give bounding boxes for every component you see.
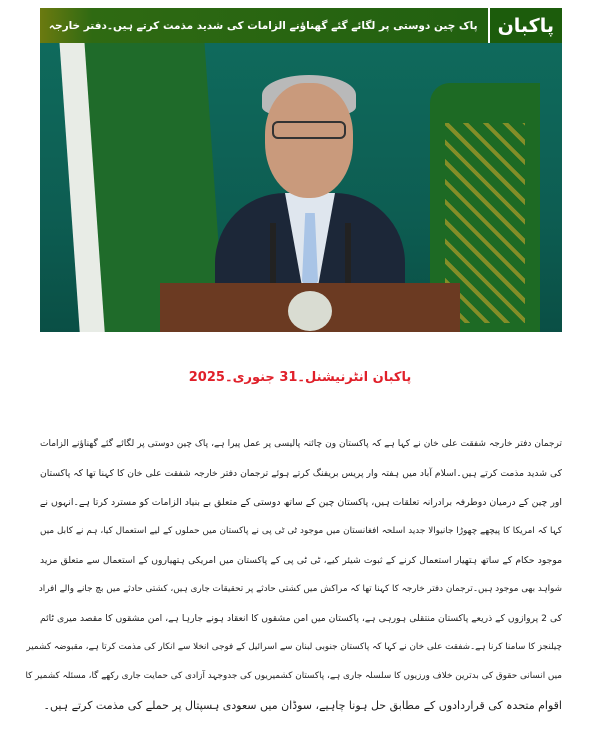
article-line: اقوام متحدہ کی قراردادوں کے مطابق حل ہونا چاہیے، سوڈان میں سعودی ہسپتال پر حملے کی مذمت کرتے ہیں۔ bbox=[43, 699, 562, 712]
headline-title: پاک چین دوستی پر لگائے گئے گھناؤنے الزامات کی شدید مذمت کرتے ہیں۔دفتر خارجہ bbox=[48, 19, 478, 32]
speaker-glasses bbox=[272, 121, 346, 139]
article-line: چیلنجز کا سامنا کرنا ہے۔شفقت علی خان نے کہا کہ پاکستان جنوبی لبنان سے اسرائیل کے فوجی انخلا سے انکار کی مذمت کرتا ہے، مقبوضہ کشمیر bbox=[26, 642, 562, 652]
dateline: پاکبان انٹرنیشنل۔31 جنوری۔2025 bbox=[188, 370, 412, 385]
article-line: کی 2 پروازوں کے ذریعے پاکستان منتقلی ہورہی ہے، پاکستان میں امن مشقوں کا انعقاد ہونے جارہا ہے، امن مشقوں کا مقصد میری ٹائم bbox=[40, 613, 563, 624]
article-line: اور چین کے درمیان دوطرفہ برادرانہ تعلقات ہیں، پاکستان چین کے ساتھ دوستی کے متعلق بے بنیاد الزامات کو مسترد کرتا ہے۔انہوں نے bbox=[39, 497, 562, 508]
article-line: کی شدید مذمت کرتے ہیں۔اسلام آباد میں ہفتہ وار پریس بریفنگ کرتے ہوئے ترجمان دفتر خارجہ شفقت علی خان کا کہنا تھا کہ پاکستان bbox=[40, 468, 562, 479]
microphone-icon bbox=[270, 223, 276, 283]
state-emblem-icon bbox=[288, 291, 332, 331]
article-line: ترجمان دفتر خارجہ شفقت علی خان نے کہا ہے کہ پاکستان ون چائنہ پالیسی پر عمل پیرا ہے، پاک چین دوستی پر لگائے گئے گھناؤنے الزامات bbox=[40, 439, 562, 449]
article-line: شواہد بھی موجود ہیں۔ترجمان دفتر خارجہ کا کہنا تھا کہ مراکش میں کشتی حادثے پر تحقیقات جاری ہیں، کشتی حادثے میں بچ جانے والے افراد bbox=[38, 584, 562, 594]
brand-logo: پاکبان bbox=[488, 8, 562, 43]
headline-banner bbox=[40, 8, 562, 43]
speaker-head bbox=[265, 83, 353, 198]
article-line: کہا کہ امریکا کا پیچھے چھوڑا جانیوالا جدید اسلحہ افغانستان میں موجود ٹی ٹی پی نے پاکستان میں حملوں کے لیے استعمال کیا، ہم نے کابل میں bbox=[40, 526, 562, 536]
press-briefing-photo bbox=[40, 43, 562, 332]
article-line: موجود حکام کے ساتھ ہتھیار استعمال کرنے کے ثبوت شیئر کیے، ٹی ٹی پی کے پاکستان میں امریکی ہتھیاروں کے استعمال سے متعلق مزید bbox=[40, 555, 562, 566]
article-line: میں انسانی حقوق کی بدترین خلاف ورزیوں کا سلسلہ جاری ہے، پاکستان کشمیریوں کی جدوجہد آزادی کی حمایت جاری رکھے گا، مسئلہ کشمیر کا bbox=[25, 671, 562, 681]
microphone-icon bbox=[345, 223, 351, 283]
article-body bbox=[25, 430, 563, 720]
